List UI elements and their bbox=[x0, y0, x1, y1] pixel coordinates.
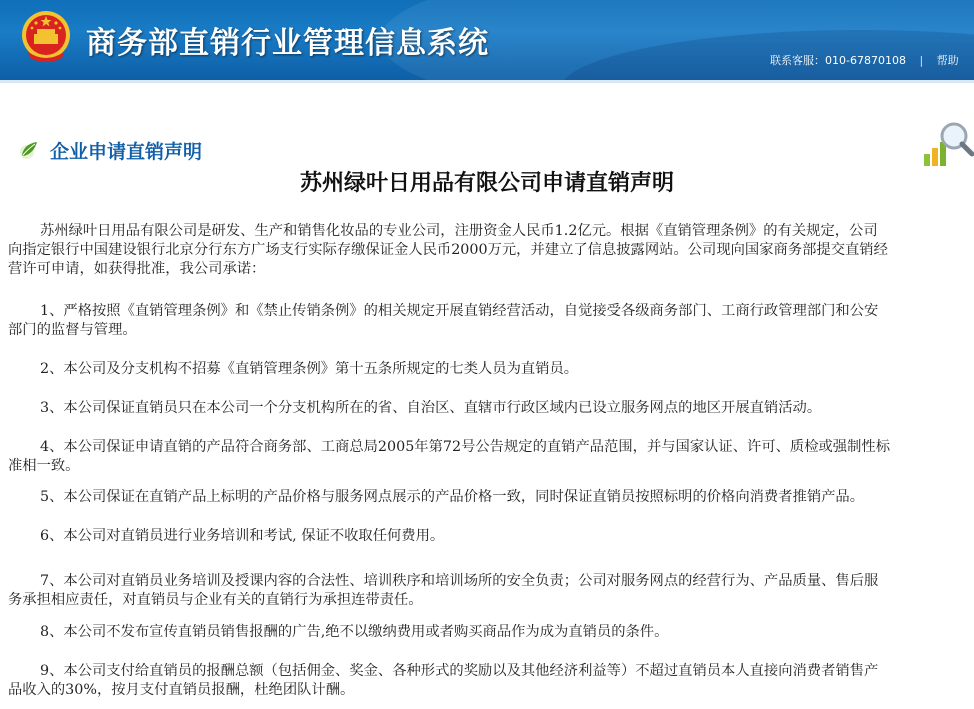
header-divider bbox=[0, 80, 974, 83]
magnifier-chart-icon bbox=[920, 120, 974, 170]
declaration-paragraph bbox=[8, 527, 974, 546]
paragraph-line: 8、本公司不发布宣传直销员销售报酬的广告,绝不以缴纳费用或者购买商品作为成为直销员的条件。 bbox=[40, 624, 669, 640]
paragraph-line: 9、本公司支付给直销员的报酬总额（包括佣金、奖金、各种形式的奖励以及其他经济利益等）不超过直销员本人直接向消费者销售产 bbox=[40, 663, 879, 679]
header-links bbox=[770, 52, 959, 68]
paragraph-line: 6、本公司对直销员进行业务培训和考试, 保证不收取任何费用。 bbox=[40, 528, 445, 544]
paragraph-line: 7、本公司对直销员业务培训及授课内容的合法性、培训秩序和培训场所的安全负责；公司对服务网点的经营行为、产品质量、售后服 bbox=[40, 573, 879, 589]
paragraph-line: 准相一致。 bbox=[8, 458, 80, 474]
paragraph-line: 5、本公司保证在直销产品上标明的产品价格与服务网点展示的产品价格一致，同时保证直销员按照标明的价格向消费者推销产品。 bbox=[40, 489, 865, 505]
paragraph-line: 4、本公司保证申请直销的产品符合商务部、工商总局2005年第72号公告规定的直销产品范围，并与国家认证、许可、质检或强制性标 bbox=[40, 439, 890, 455]
paragraph-line: 苏州绿叶日用品有限公司是研发、生产和销售化妆品的专业公司，注册资金人民币1.2亿元。根据《直销管理条例》的有关规定，公司 bbox=[40, 223, 878, 239]
section-header bbox=[18, 137, 202, 163]
header-separator: | bbox=[919, 54, 924, 67]
paragraph-line: 部门的监督与管理。 bbox=[8, 322, 137, 338]
help-link[interactable]: 帮助 bbox=[936, 54, 959, 67]
section-title: 企业申请直销声明 bbox=[50, 140, 203, 163]
paragraph-line: 品收入的30%，按月支付直销员报酬，杜绝团队计酬。 bbox=[8, 682, 355, 698]
declaration-paragraph bbox=[8, 623, 974, 642]
declaration-paragraph bbox=[8, 488, 974, 507]
national-emblem-icon bbox=[20, 8, 72, 66]
declaration-paragraph bbox=[8, 360, 974, 379]
declaration-paragraph bbox=[8, 222, 974, 279]
paragraph-line: 1、严格按照《直销管理条例》和《禁止传销条例》的相关规定开展直销经营活动，自觉接受各级商务部门、工商行政管理部门和公安 bbox=[40, 303, 879, 319]
customer-service-label: 联系客服：010-67870108 bbox=[770, 54, 906, 67]
paragraph-line: 务承担相应责任，对直销员与企业有关的直销行为承担连带责任。 bbox=[8, 592, 423, 608]
site-header bbox=[0, 0, 974, 80]
paragraph-line: 2、本公司及分支机构不招募《直销管理条例》第十五条所规定的七类人员为直销员。 bbox=[40, 361, 579, 377]
leaf-bullet-icon bbox=[18, 139, 40, 161]
site-title: 商务部直销行业管理信息系统 bbox=[86, 26, 489, 61]
paragraph-line: 3、本公司保证直销员只在本公司一个分支机构所在的省、自治区、直辖市行政区域内已设立服务网点的地区开展直销活动。 bbox=[40, 400, 822, 416]
declaration-paragraph bbox=[8, 302, 974, 340]
declaration-paragraph bbox=[8, 572, 974, 610]
document-title: 苏州绿叶日用品有限公司申请直销声明 bbox=[299, 171, 674, 196]
declaration-paragraph bbox=[8, 438, 974, 476]
declaration-paragraph bbox=[8, 399, 974, 418]
paragraph-line: 营许可申请，如获得批准，我公司承诺： bbox=[8, 261, 266, 277]
declaration-paragraph bbox=[8, 662, 974, 700]
paragraph-line: 向指定银行中国建设银行北京分行东方广场支行实际存缴保证金人民币2000万元，并建立了信息披露网站。公司现向国家商务部提交直销经 bbox=[8, 242, 888, 258]
